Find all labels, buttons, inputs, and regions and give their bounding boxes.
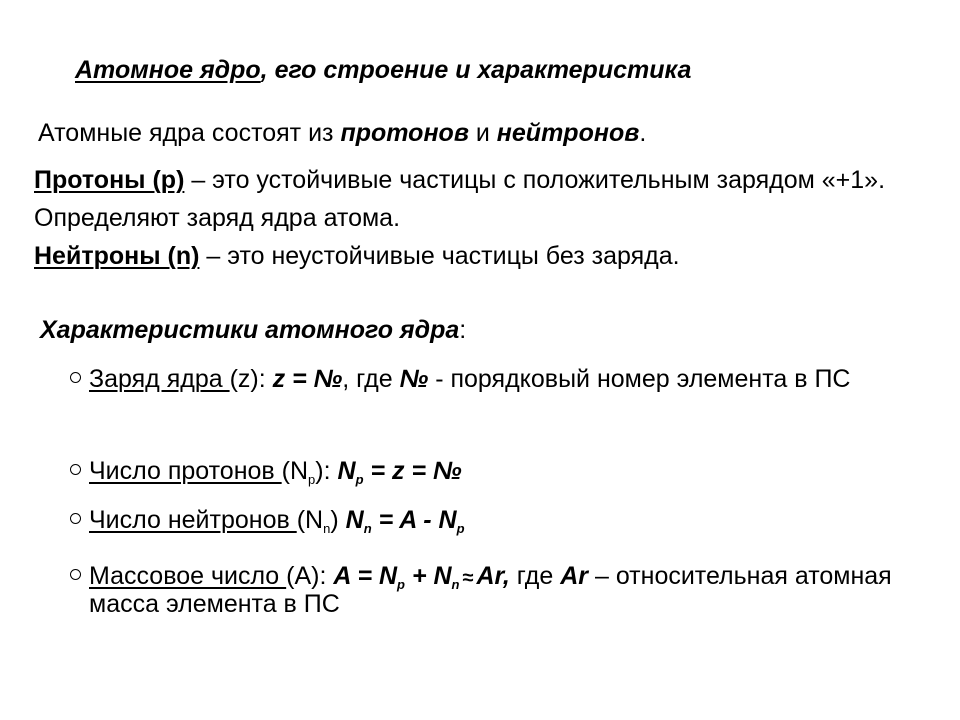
intro-text: Атомные ядра состоят из xyxy=(38,119,341,147)
neutrons-formula-rest: = A - N xyxy=(371,506,457,534)
protons-count-label: Число протонов xyxy=(89,457,282,485)
mass-ar: Ar xyxy=(560,562,589,590)
protons-definition xyxy=(34,161,934,237)
neutrons-count-label: Число нейтронов xyxy=(89,506,297,534)
mass-mid: где xyxy=(509,562,561,590)
list-item-charge xyxy=(70,366,850,392)
mass-formula-plus: + N xyxy=(405,562,452,590)
bullet-circle-icon xyxy=(70,464,81,475)
neutrons-paren-open: (N xyxy=(296,506,324,534)
neutrons-formula-psub: p xyxy=(456,521,465,536)
definitions xyxy=(34,161,934,275)
neutrons-formula-nsub: n xyxy=(363,521,372,536)
charge-label: Заряд ядра xyxy=(89,365,230,393)
intro-sentence xyxy=(38,119,646,148)
mass-label: Массовое число xyxy=(89,562,287,590)
mass-formula-a: A = N xyxy=(333,562,398,590)
characteristics-heading xyxy=(40,316,466,345)
charge-num: № xyxy=(399,365,429,393)
neutrons-paren-sub: n xyxy=(323,521,331,536)
title-underlined: Атомное ядро xyxy=(75,56,261,84)
neutrons-paren-close: ) xyxy=(330,506,346,534)
charge-formula: z = № xyxy=(272,365,343,393)
protons-formula-sub: p xyxy=(355,472,364,487)
intro-dot: . xyxy=(639,119,647,147)
protons-term: Протоны (р) xyxy=(34,166,185,194)
neutrons-text: – это неустойчивые частицы без заряда. xyxy=(199,242,680,270)
neutrons-term: Нейтроны (n) xyxy=(34,242,200,270)
protons-paren-open: (N xyxy=(281,457,309,485)
protons-formula-rest: = z = № xyxy=(363,457,462,485)
neutrons-formula-n: N xyxy=(345,506,364,534)
list-item-protons xyxy=(70,457,462,487)
characteristics-heading-text: Характеристики атомного ядра xyxy=(40,316,460,344)
mass-formula-nsub: n xyxy=(451,577,460,592)
bullet-circle-icon xyxy=(70,372,81,383)
list-item-mass xyxy=(70,563,930,617)
protons-formula-n: N xyxy=(337,457,356,485)
bullet-circle-icon xyxy=(70,569,81,580)
charge-mid: , где xyxy=(342,365,400,393)
characteristics-colon: : xyxy=(459,316,467,344)
protons-text: – это устойчивые частицы с положительным зарядом «+1». Определяют заряд ядра атома. xyxy=(34,166,886,232)
title-rest: , его строение и характеристика xyxy=(260,56,692,84)
charge-desc: - порядковый номер элемента в ПС xyxy=(428,365,851,393)
list-item-neutrons xyxy=(70,506,465,536)
slide-title xyxy=(75,56,691,85)
mass-formula-psub: p xyxy=(397,577,405,592)
intro-neutrons: нейтронов xyxy=(496,119,640,147)
mass-symbol: (A): xyxy=(286,562,334,590)
intro-and: и xyxy=(468,119,497,147)
mass-desc: – относительная атомная масса элемента в ПС xyxy=(89,562,892,618)
bullet-circle-icon xyxy=(70,513,81,524)
charge-symbol: (z): xyxy=(229,365,273,393)
protons-paren-sub: p xyxy=(308,472,316,487)
neutrons-definition xyxy=(34,237,934,275)
approx-icon: ≈ xyxy=(462,567,474,589)
protons-paren-close: ): xyxy=(315,457,338,485)
mass-formula-ar: Ar, xyxy=(476,562,510,590)
intro-protons: протонов xyxy=(340,119,469,147)
